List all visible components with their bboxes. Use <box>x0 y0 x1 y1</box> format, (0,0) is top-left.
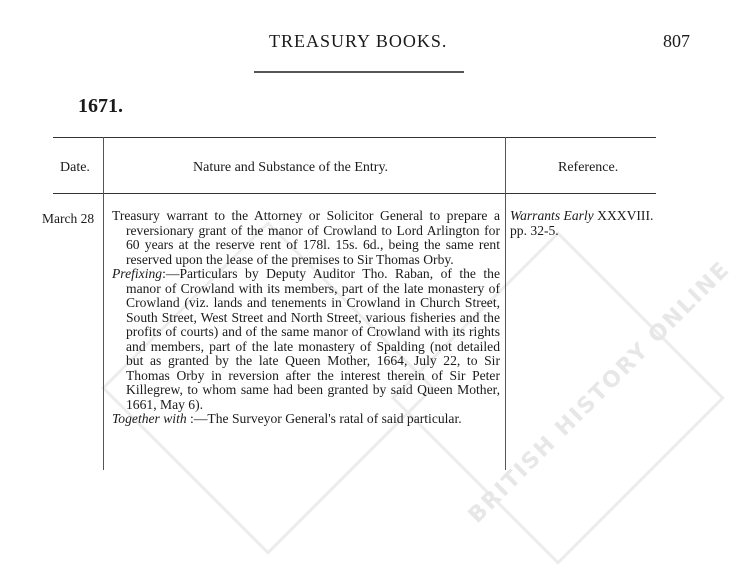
page-number: 807 <box>663 31 690 51</box>
year-heading: 1671. <box>78 95 123 117</box>
reference-series: Warrants Early <box>510 208 594 223</box>
paragraph-lead: Together with <box>112 411 187 426</box>
paragraph-lead: Prefixing <box>112 266 163 281</box>
table-top-rule <box>53 137 656 138</box>
running-title: TREASURY BOOKS. <box>269 31 448 51</box>
entry-paragraph <box>112 209 500 267</box>
paragraph-text: Treasury warrant to the Attorney or Solicitor General to prepare a reversionary grant of the manor of Crowland to Lord Arlington for 60 years at the reserve rent of 178l. 15s. 6d., being the same rent reserved upon the lease of the premises to Sir Thomas Orby. <box>112 208 500 267</box>
entry-paragraph <box>112 412 500 427</box>
entry-paragraph <box>112 267 500 412</box>
column-divider-date <box>103 137 104 470</box>
column-divider-reference <box>505 137 506 470</box>
paragraph-text: :—The Surveyor General's ratal of said particular. <box>186 411 462 426</box>
entry-body <box>112 209 500 427</box>
watermark-text: BRITISH HISTORY ONLINE <box>463 256 735 529</box>
column-header-reference: Reference. <box>558 160 619 175</box>
column-header-nature: Nature and Substance of the Entry. <box>193 160 389 175</box>
table-header-rule <box>53 193 656 194</box>
entry-reference <box>510 209 690 238</box>
header-rule <box>254 71 464 73</box>
reference-pages: pp. 32-5. <box>510 222 559 238</box>
paragraph-text: :—Particulars by Deputy Auditor Tho. Raban, of the the manor of Crowland with its members, part of the late monastery of Crowland (viz. lands and tenements in Crowland in Church Street, South Street, West Street and North Street, various fisheries and the profits of courts) and of the same manor of Crowland with its rights and members, part of the late monastery of Spalding (not detailed but as granted by the late Queen Mother, 1664, July 22, to Sir Thomas Orby in reversion after the interest therein of Sir Peter Killegrew, to whom same had been granted by said Queen Mother, 1661, May 6). <box>126 266 500 412</box>
reference-volume: XXXVIII. <box>597 208 654 223</box>
entry-date: March 28 <box>42 211 95 226</box>
column-header-date: Date. <box>60 160 90 175</box>
